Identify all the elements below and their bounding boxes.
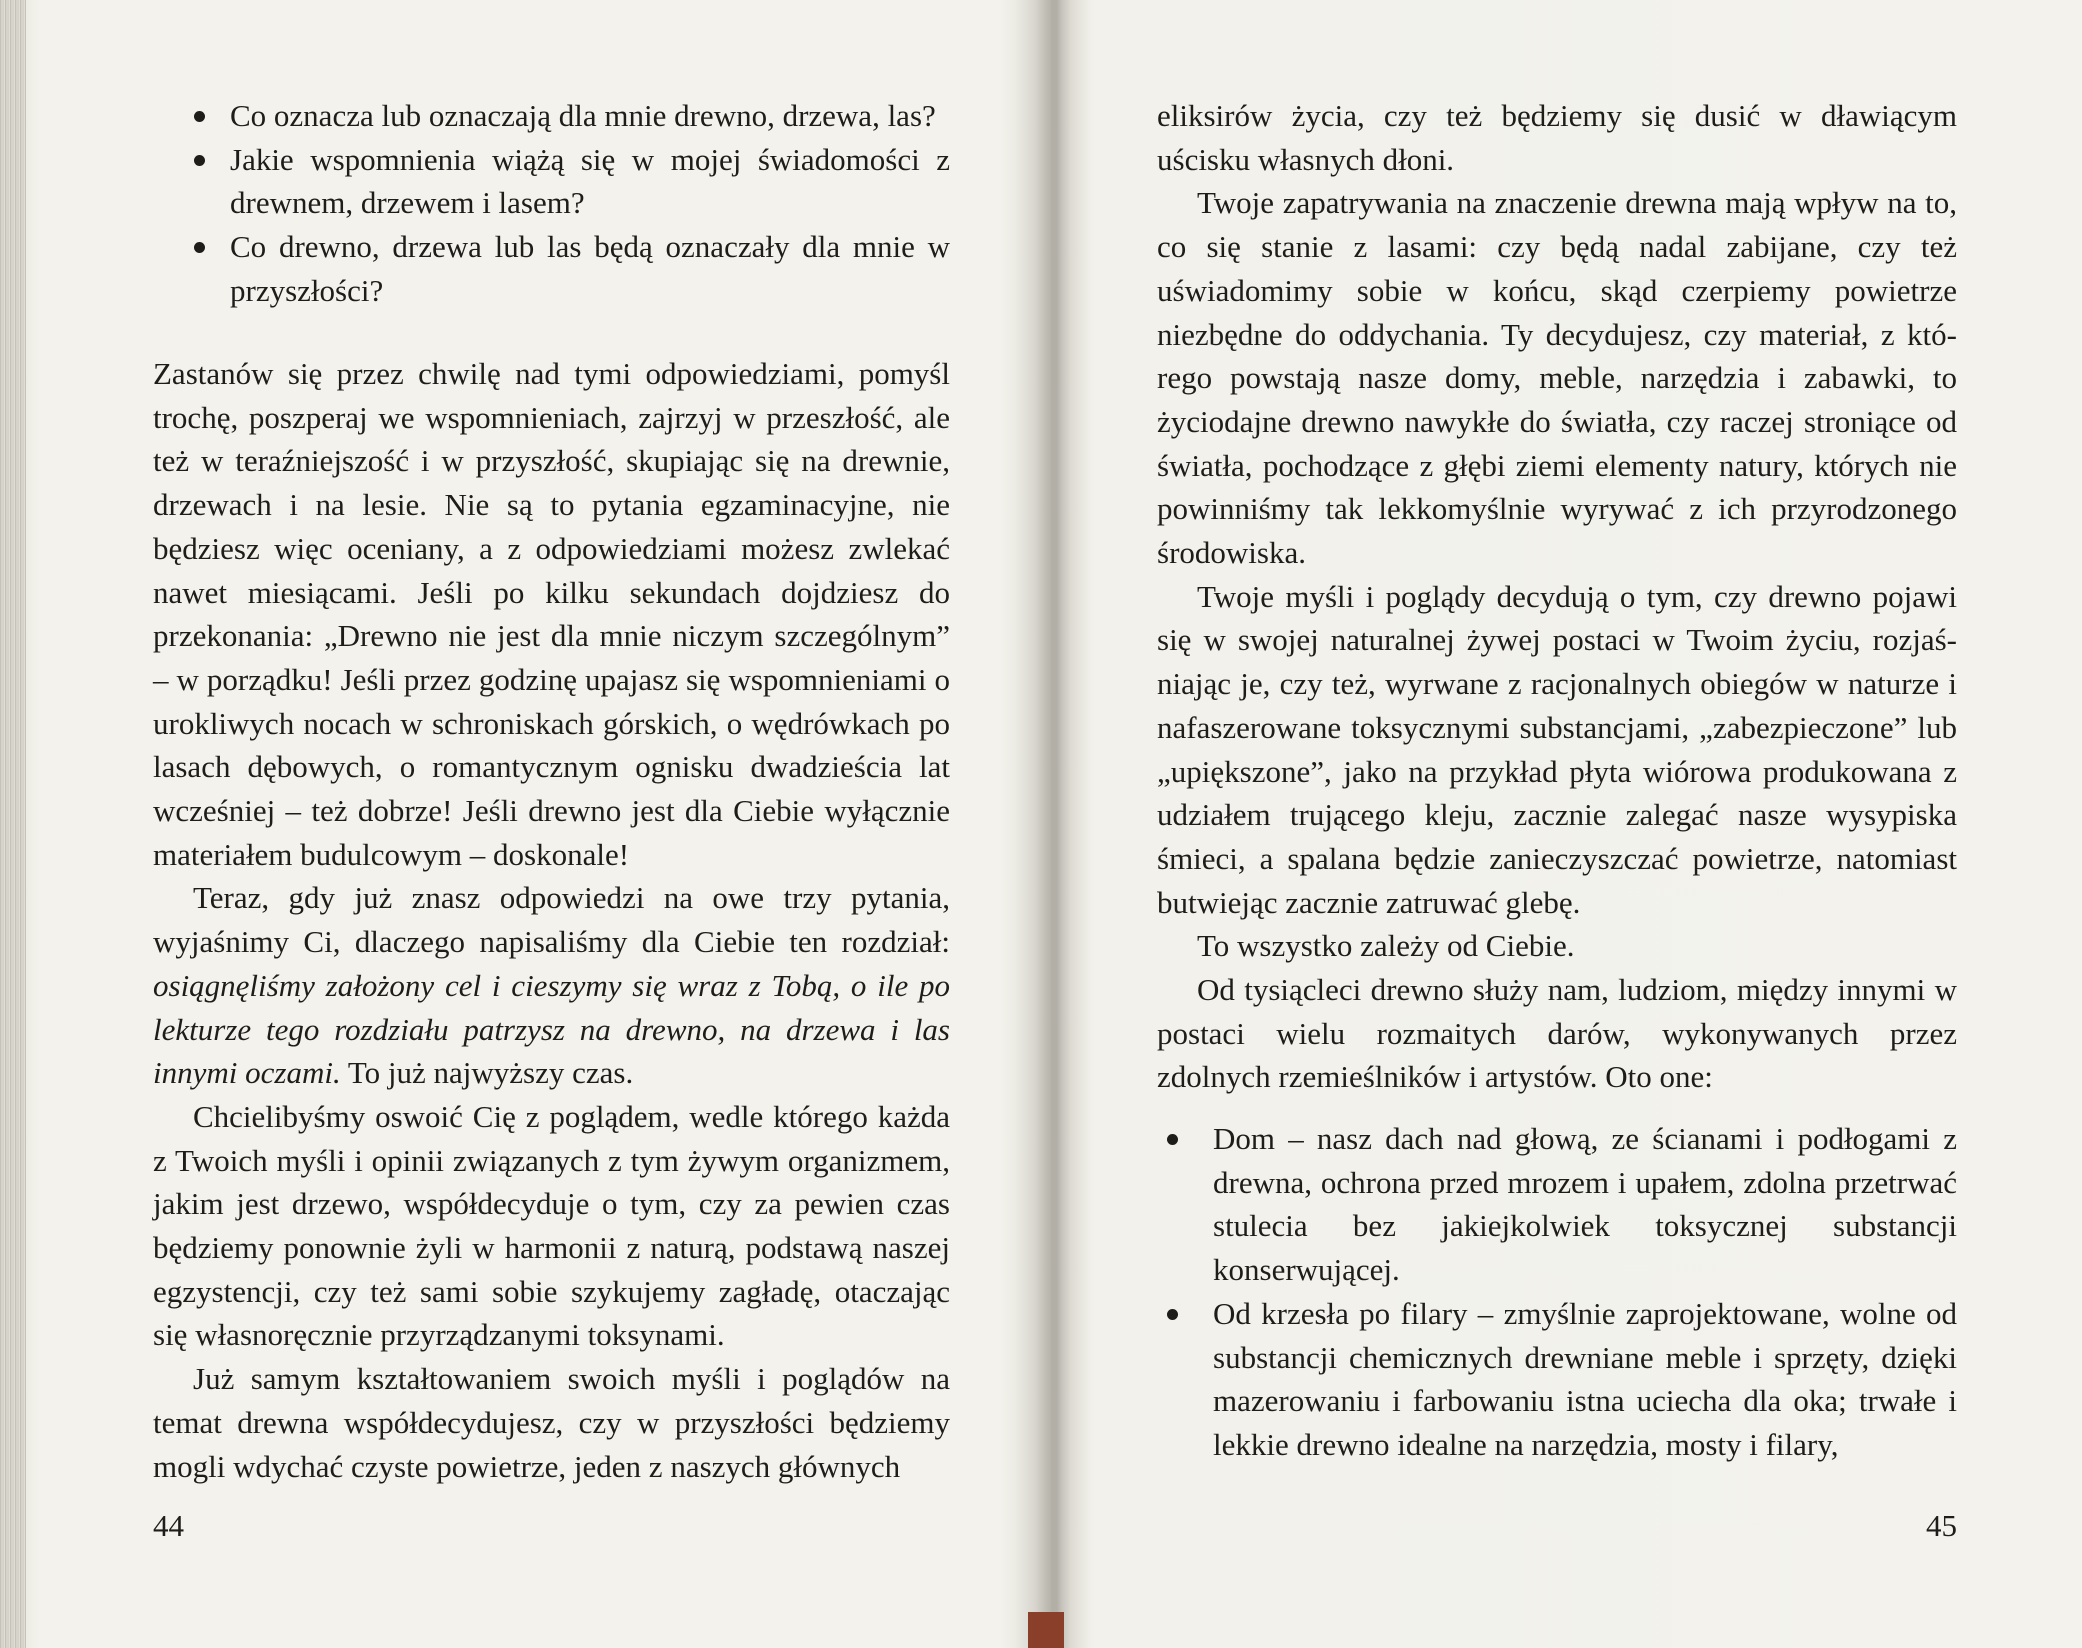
page-number: 44 <box>153 1508 184 1543</box>
bullet-icon <box>194 111 205 122</box>
list-item <box>190 94 950 138</box>
bullet-icon <box>1167 1309 1178 1320</box>
paragraph-tail: To już najwyższy czas. <box>340 1055 634 1091</box>
gift-list <box>1157 1117 1957 1467</box>
paragraph: Twoje myśli i poglądy decydują o tym, czy drewno pojawi się w swojej naturalnej żywej postaci w Twoim życiu, rozjaśniając je, czy też, wyrwane z racjonalnych obiegów w naturze i nafaszerowane toksycznymi substancjami, „zabezpieczone” lub „upiększone”, jako na przykład płyta wiórowa produkowana z udziałem trującego kleju, zacznie zalegać nasze wysypiska śmieci, a spalana będzie zanieczyszczać powietrze, natomiast butwiejąc zacznie zatruwać glebę. <box>1157 578 1957 920</box>
list-item <box>1157 1117 1957 1292</box>
paragraph <box>153 876 950 1095</box>
bullet-icon <box>194 242 205 253</box>
list-item-text: Od krzesła po filary – zmyślnie zaprojektowane, wolne od substancji chemicznych drewniane meble i sprzęty, dzięki mazerowaniu i farbowaniu istna uciecha dla oka; trwałe i lekkie drewno idealne na narzędzia, mosty i filary, <box>1213 1295 1957 1462</box>
paragraph: Twoje zapatrywania na znaczenie drewna mają wpływ na to, co się stanie z lasami: czy będą nadal zabijane, czy też uświadomimy sobie w końcu, skąd czerpiemy powietrze niezbędne do oddychania. Ty decydujesz, czy materiał, z którego powstają nasze domy, meble, narzędzia i zabawki, to życiodajne drewno nawykłe do światła, czy raczej stroniące od światła, pochodzące z głębi ziemi elementy natury, których nie powinniśmy tak lekkomyślnie wyrywać z ich przyrodzonego środowiska. <box>1157 185 1957 571</box>
body-text <box>1157 94 1957 1099</box>
question-text: Co drewno, drzewa lub las będą oznaczały dla mnie w przyszłości? <box>230 229 950 308</box>
list-item <box>190 225 950 312</box>
page-number: 45 <box>1926 1508 1957 1543</box>
bullet-icon <box>1167 1134 1178 1145</box>
right-page <box>1045 0 2082 1648</box>
paragraph: Od tysiącleci drewno służy nam, ludziom, między innymi w postaci wielu rozmaitych darów, wykonywanych przez zdolnych rzemieślników i artystów. Oto one: <box>1157 972 1957 1095</box>
paragraph-text: Teraz, gdy już znasz odpowiedzi na owe trzy pytania, wyjaśnimy Ci, dlaczego napisaliśmy dla Ciebie ten rozdział: <box>153 880 950 960</box>
question-text: Jakie wspomnienia wiążą się w mojej świadomości z drewnem, drzewem i lasem? <box>230 141 950 221</box>
paragraph: eliksirów życia, czy też będziemy się dusić w dławiącym uścisku własnych dłoni. <box>1157 98 1957 177</box>
paragraph: Zastanów się przez chwilę nad tymi odpowiedziami, pomyśl trochę, poszperaj we wspomnieniach, zajrzyj w przeszłość, ale też w teraźniejszość i w przyszłość, skupiając się na drewnie, drzewach i na lesie. Nie są to pytania egzaminacyjne, nie będziesz więc oceniany, a z odpowiedziami możesz zwlekać nawet miesiącami. Jeśli po kilku sekundach dojdziesz do przekonania: „Drewno nie jest dla mnie niczym szczególnym” – w porządku! Jeśli przez godzinę upajasz się wspomnieniami o urokliwych nocach w schroniskach górskich, o wędrówkach po lasach dębowych, o romantycznym ognisku dwadzieścia lat wcześniej – też dobrze! Jeśli drewno jest dla Ciebie wyłącznie materiałem budulcowym – doskonale! <box>153 356 950 872</box>
paragraph: Chcielibyśmy oswoić Cię z poglądem, wedle którego każda z Twoich myśli i opinii związanych z tym żywym organizmem, jakim jest drzewo, współdecyduje o tym, czy za pewien czas będziemy ponownie żyli w harmonii z naturą, podstawą naszej egzystencji, czy też sami sobie szykujemy zagładę, otaczając się własnoręcznie przyrządzanymi toksynami. <box>153 1098 950 1353</box>
list-item <box>190 138 950 225</box>
italic-passage: osiągnęliśmy założony cel i cieszymy się wraz z Tobą, o ile po lekturze tego rozdziału patrzysz na drewno, na drzewa i las innymi oczami. <box>153 967 950 1091</box>
list-item <box>1157 1292 1957 1467</box>
question-list <box>190 94 950 313</box>
list-item-text: Dom – nasz dach nad głową, ze ścianami i podłogami z drewna, ochrona przed mrozem i upałem, zdolna przetrwać stulecia bez jakiejkolwiek toksycznej substancji konserwującej. <box>1213 1121 1957 1288</box>
bullet-icon <box>194 155 205 166</box>
body-text <box>153 352 950 1488</box>
paragraph: To wszystko zależy od Ciebie. <box>1197 928 1575 964</box>
question-text: Co oznacza lub oznaczają dla mnie drewno, drzewa, las? <box>230 98 936 133</box>
paragraph: Już samym kształtowaniem swoich myśli i poglądów na temat drewna współdecydujesz, czy w przyszłości będziemy mogli wdychać czyste powietrze, jeden z naszych głównych <box>153 1361 950 1484</box>
